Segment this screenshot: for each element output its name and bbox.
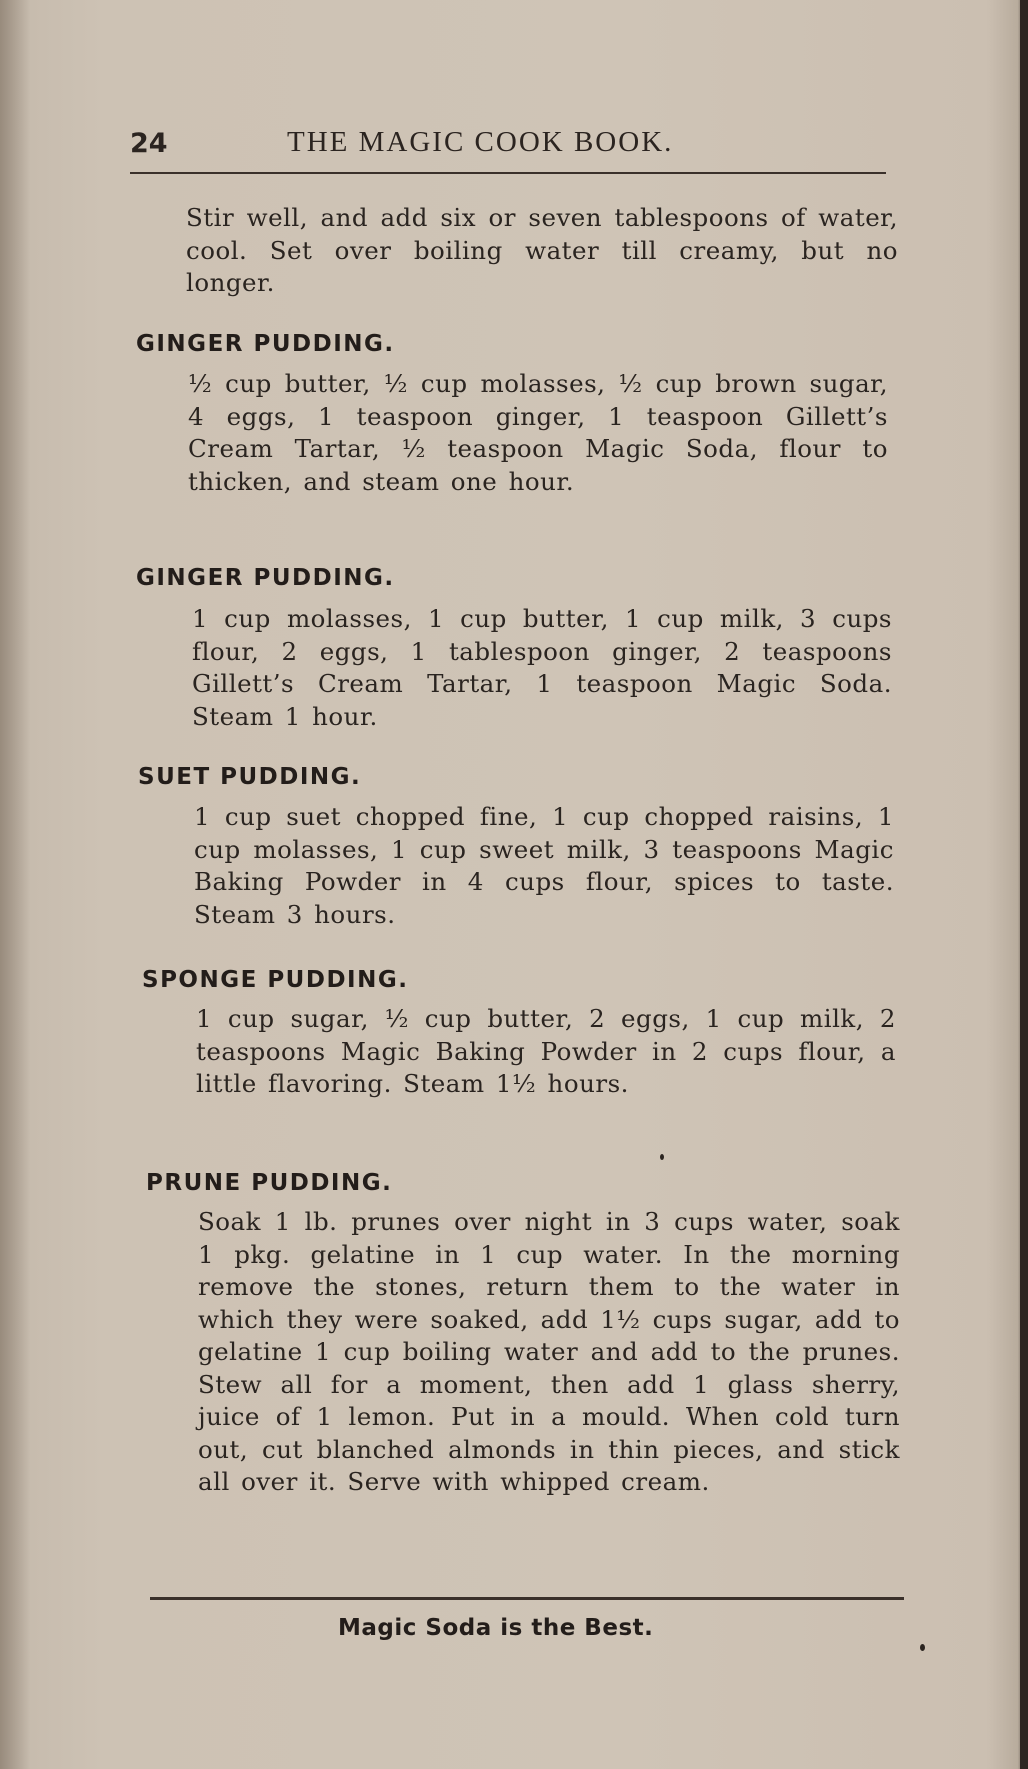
recipe-body [192,603,892,733]
page-header [130,128,890,168]
recipe-title: SPONGE PUDDING. [142,967,409,993]
recipe-body-text: ½ cup butter, ½ cup molasses, ½ cup brown sugar, 4 eggs, 1 teaspoon ginger, 1 teaspoon Gillett’s Cream Tartar, ½ teaspoon Magic Soda, flour to thicken, and steam one hour. [188,369,888,496]
intro-text: Stir well, and add six or seven tablespoons of water, cool. Set over boiling water till creamy, but no longer. [186,203,898,297]
recipe-body [198,1206,900,1499]
recipe-body [188,368,888,498]
ink-speck [660,1154,664,1160]
recipe-title: SUET PUDDING. [138,764,362,790]
recipe-title: GINGER PUDDING. [136,565,395,591]
header-rule [130,172,886,174]
recipe-title: PRUNE PUDDING. [146,1170,393,1196]
recipe-body-text: Soak 1 lb. prunes over night in 3 cups water, soak 1 pkg. gelatine in 1 cup water. In the morning remove the stones, return them to the water in which they were soaked, add 1½ cups sugar, add to gelatine 1 cup boiling water and add to the prunes. Stew all for a moment, then add 1 glass sherry, juice of 1 lemon. Put in a mould. When cold turn out, cut blanched almonds in thin pieces, and stick all over it. Serve with whipped cream. [198,1207,900,1496]
recipe-body [194,801,894,931]
recipe-body-text: 1 cup suet chopped fine, 1 cup chopped raisins, 1 cup molasses, 1 cup sweet milk, 3 teaspoons Magic Baking Powder in 4 cups flour, spices to taste. Steam 3 hours. [194,802,894,929]
running-title: THE MAGIC COOK BOOK. [287,126,674,158]
recipe-body [196,1003,896,1101]
intro-paragraph [186,202,898,300]
page-number: 24 [130,128,168,159]
footer-rule [150,1597,904,1600]
recipe-body-text: 1 cup sugar, ½ cup butter, 2 eggs, 1 cup milk, 2 teaspoons Magic Baking Powder in 2 cups flour, a little flavoring. Steam 1½ hours. [196,1004,896,1098]
recipe-body-text: 1 cup molasses, 1 cup butter, 1 cup milk, 3 cups flour, 2 eggs, 1 tablespoon ginger, 2 teaspoons Gillett’s Cream Tartar, 1 teaspoon Magic Soda. Steam 1 hour. [192,604,892,731]
recipe-title: GINGER PUDDING. [136,331,395,357]
ink-speck [920,1644,925,1651]
footer-slogan: Magic Soda is the Best. [338,1615,654,1641]
